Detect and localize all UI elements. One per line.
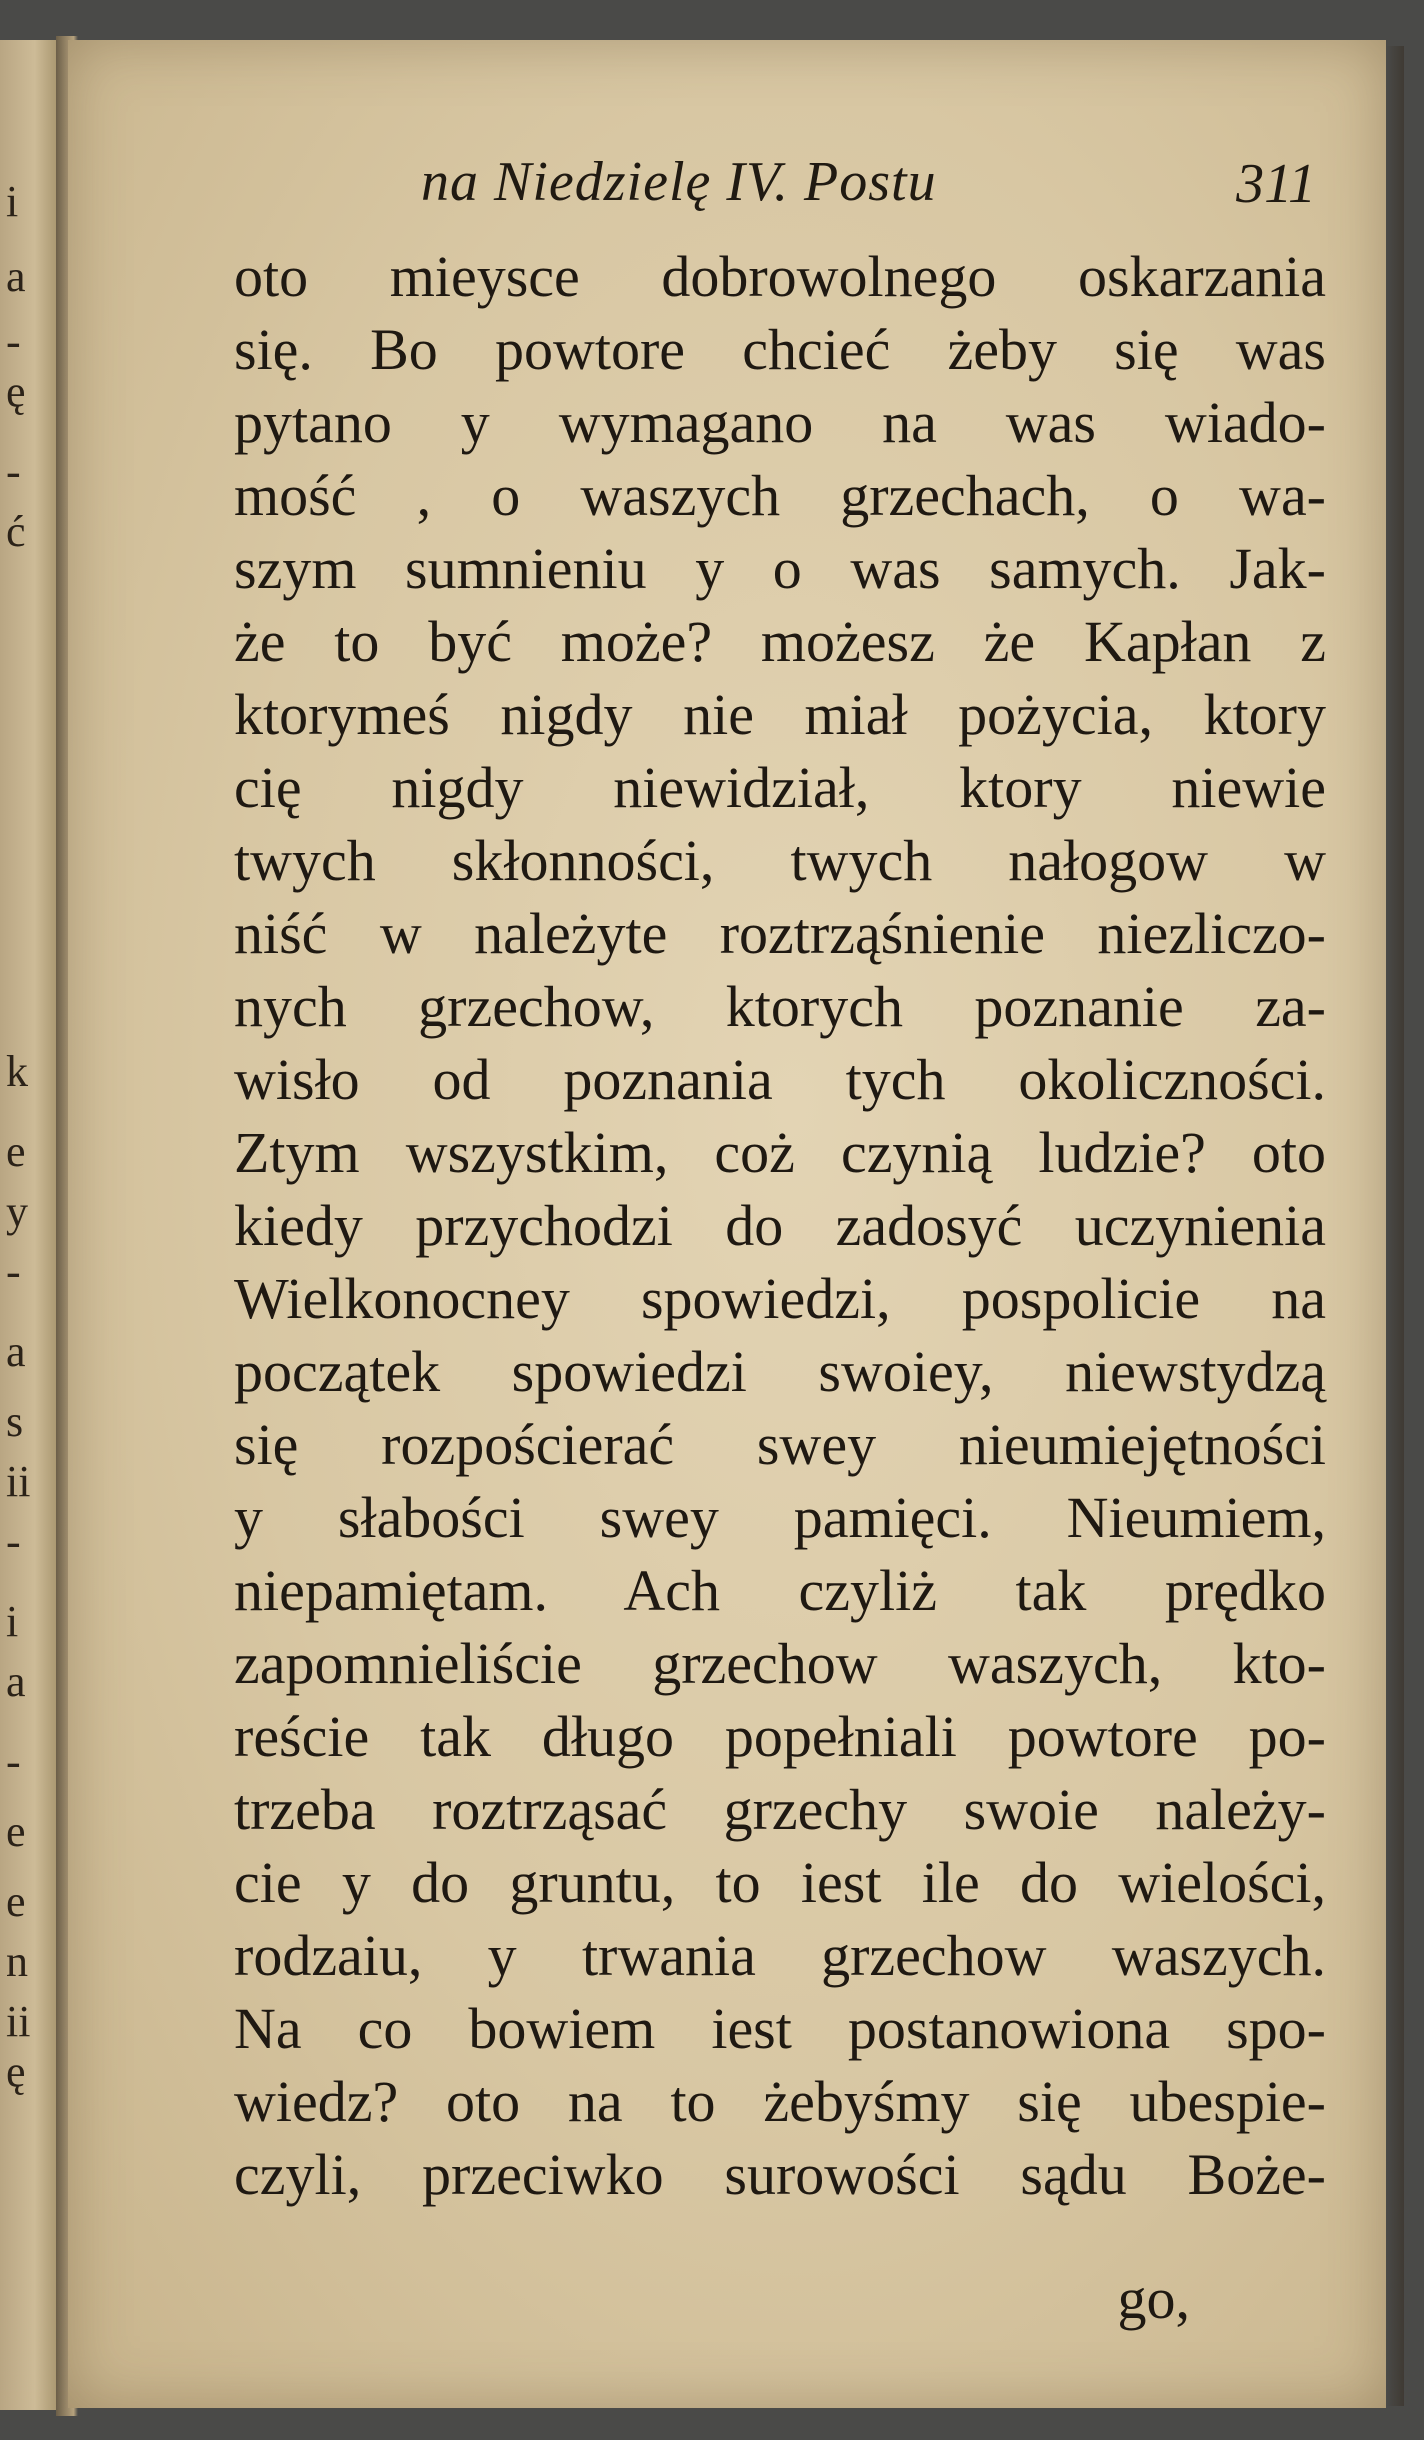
text-line: oto mieysce dobrowolnego oskarzania bbox=[234, 244, 1326, 309]
left-page-fragment: e bbox=[6, 1877, 26, 1926]
catchword: go, bbox=[1117, 2266, 1190, 2331]
text-line: niść w należyte roztrząśnienie niezliczo- bbox=[234, 901, 1326, 966]
page-number: 311 bbox=[1236, 153, 1316, 215]
text-line: początek spowiedzi swoiey, niewstydzą bbox=[234, 1339, 1326, 1404]
left-page-fragment: - bbox=[6, 447, 21, 496]
left-page-fragment: - bbox=[6, 317, 21, 366]
left-page-fragment: a bbox=[6, 1327, 26, 1376]
text-line: kiedy przychodzi do zadosyć uczynienia bbox=[234, 1193, 1326, 1258]
body-text bbox=[234, 240, 1326, 2211]
text-line: reście tak długo popełniali powtore po- bbox=[234, 1704, 1326, 1769]
text-line: się. Bo powtore chcieć żeby się was bbox=[234, 317, 1326, 382]
left-page-fragment: - bbox=[6, 1247, 21, 1296]
left-page-fragment: i bbox=[6, 177, 19, 226]
left-page-fragment: a bbox=[6, 1657, 26, 1706]
left-page-fragment: n bbox=[6, 1937, 28, 1986]
text-line: że to być może? możesz że Kapłan z bbox=[234, 609, 1326, 674]
left-page-fragment: ii bbox=[6, 1457, 31, 1506]
left-page-fragment: i bbox=[6, 1597, 19, 1646]
text-line: Ztym wszystkim, coż czynią ludzie? oto bbox=[234, 1120, 1326, 1185]
running-head bbox=[336, 150, 1316, 234]
text-line: czyli, przeciwko surowości sądu Boże- bbox=[234, 2142, 1326, 2207]
text-line: się rozpościerać swey nieumiejętności bbox=[234, 1412, 1326, 1477]
left-page-fragment: ii bbox=[6, 1997, 31, 2046]
text-line: rodzaiu, y trwania grzechow waszych. bbox=[234, 1923, 1326, 1988]
text-line: Wielkonocney spowiedzi, pospolicie na bbox=[234, 1266, 1326, 1331]
text-line: Na co bowiem iest postanowiona spo- bbox=[234, 1996, 1326, 2061]
left-page-fragment: - bbox=[6, 1737, 21, 1786]
left-page-fragment: ę bbox=[6, 2047, 26, 2096]
book-page bbox=[68, 40, 1386, 2408]
text-line: zapomnieliście grzechow waszych, kto- bbox=[234, 1631, 1326, 1696]
text-line: trzeba roztrząsać grzechy swoie należy- bbox=[234, 1777, 1326, 1842]
text-line: ktorymeś nigdy nie miał pożycia, ktory bbox=[234, 682, 1326, 747]
left-page-fragment: - bbox=[6, 1517, 21, 1566]
text-line: wiedz? oto na to żebyśmy się ubespie- bbox=[234, 2069, 1326, 2134]
left-page-fragment: e bbox=[6, 1807, 26, 1856]
left-page-fragment: ę bbox=[6, 367, 26, 416]
left-page-fragment: a bbox=[6, 252, 26, 301]
text-line: mość , o waszych grzechach, o wa- bbox=[234, 463, 1326, 528]
left-page-fragment: s bbox=[6, 1397, 24, 1446]
left-page-fragment: y bbox=[6, 1187, 28, 1236]
text-line: pytano y wymagano na was wiado- bbox=[234, 390, 1326, 455]
running-title: na Niedzielę IV. Postu bbox=[421, 151, 937, 213]
text-line: nych grzechow, ktorych poznanie za- bbox=[234, 974, 1326, 1039]
text-line: twych skłonności, twych nałogow w bbox=[234, 828, 1326, 893]
left-page-fragment: e bbox=[6, 1127, 26, 1176]
left-page-fragment: k bbox=[6, 1047, 28, 1096]
text-line: cię nigdy niewidział, ktory niewie bbox=[234, 755, 1326, 820]
text-line: wisło od poznania tych okoliczności. bbox=[234, 1047, 1326, 1112]
left-page-fragment: ć bbox=[6, 507, 26, 556]
text-line: y słabości swey pamięci. Nieumiem, bbox=[234, 1485, 1326, 1550]
text-line: niepamiętam. Ach czyliż tak prędko bbox=[234, 1558, 1326, 1623]
text-line: cie y do gruntu, to iest ile do wielości, bbox=[234, 1850, 1326, 1915]
left-page-edge bbox=[0, 40, 58, 2410]
page-edge-shadow bbox=[1386, 46, 1404, 2406]
text-line: szym sumnieniu y o was samych. Jak- bbox=[234, 536, 1326, 601]
